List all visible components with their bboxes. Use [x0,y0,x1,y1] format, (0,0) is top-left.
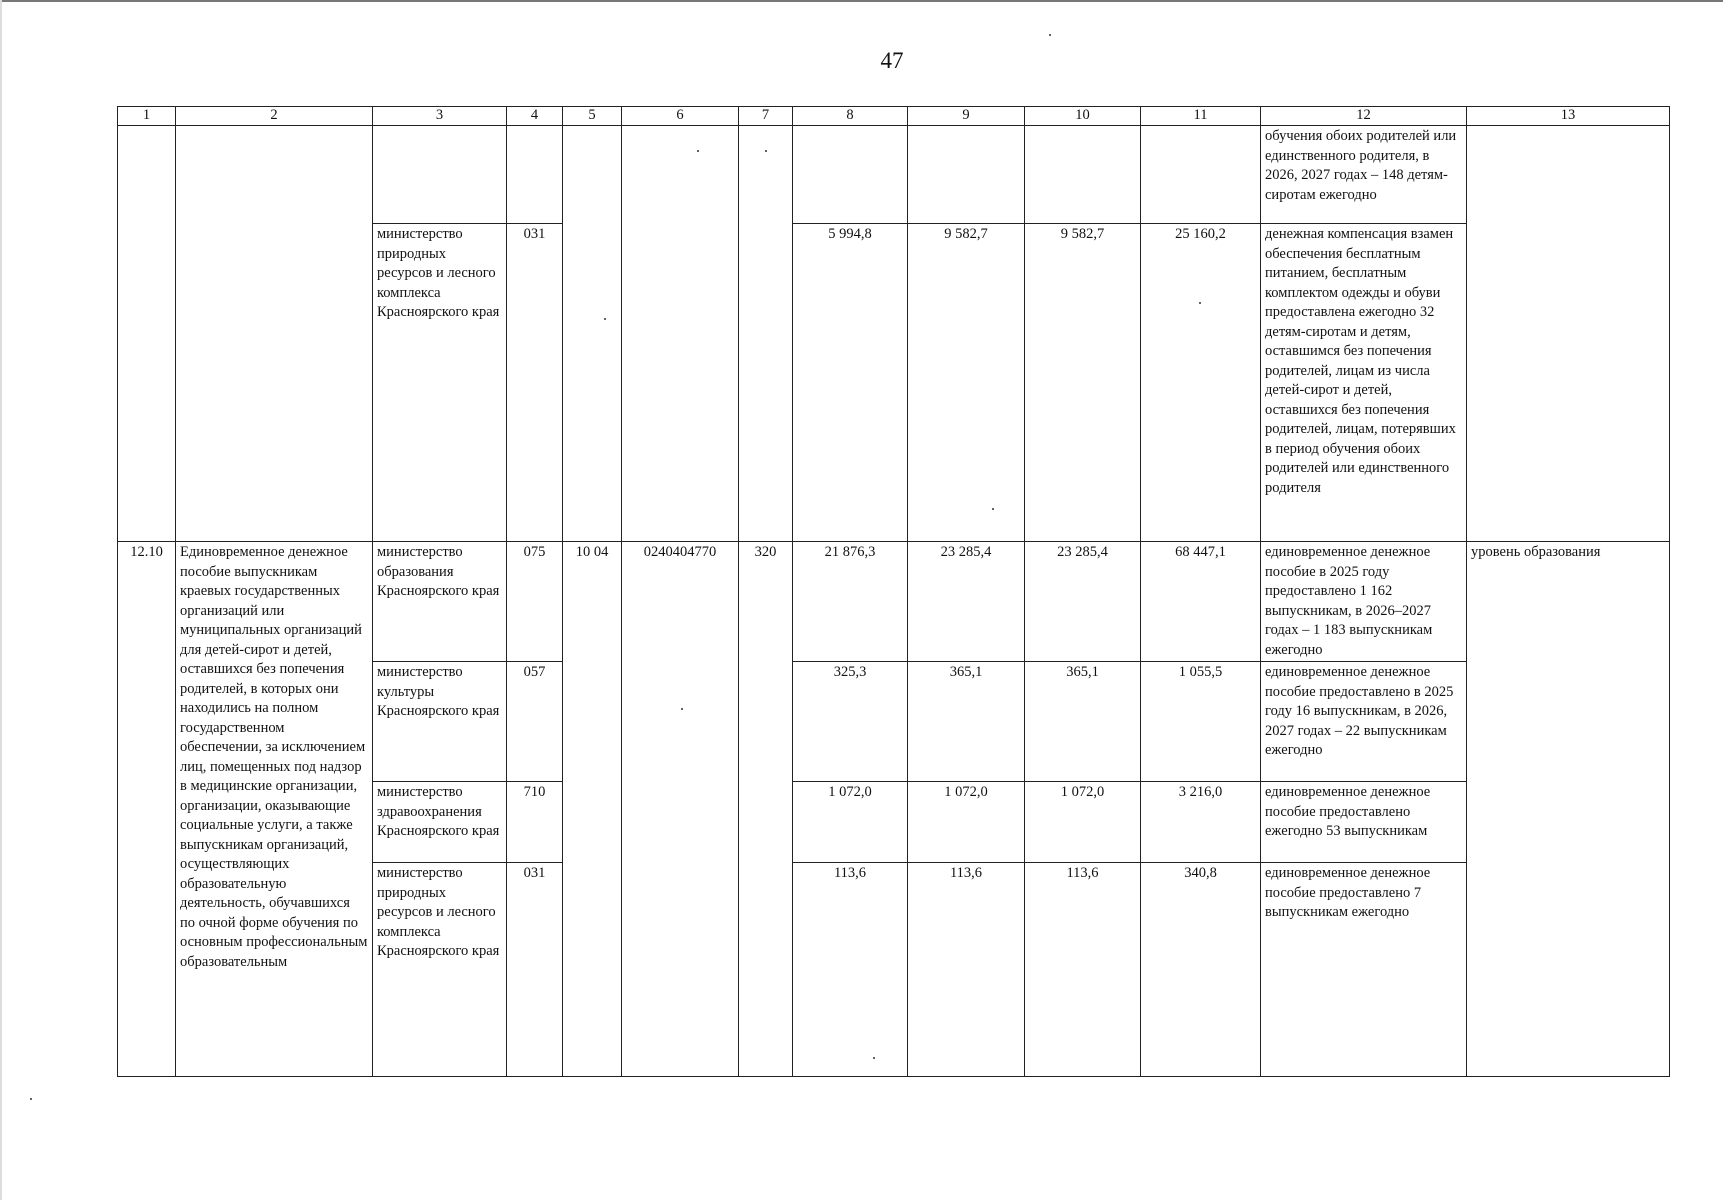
code-cell: 031 [507,224,563,542]
amount-2027-cell: 1 072,0 [1025,782,1141,863]
table-cell [507,126,563,224]
ministry-cell: министерство природных ресурсов и лесного комплекса Красноярского края [373,224,507,542]
column-header: 6 [622,107,739,126]
table-cell [622,126,739,542]
indicator-cell: уровень образования [1467,542,1670,1077]
column-header: 7 [739,107,793,126]
column-header: 1 [118,107,176,126]
result-cell: обучения обоих родителей или единственного родителя, в 2026, 2027 годах – 148 детям-сиротам ежегодно [1261,126,1467,224]
scan-speck [1049,34,1051,36]
amount-2026-cell: 9 582,7 [908,224,1025,542]
table-cell [1467,126,1670,542]
code-cell: 075 [507,542,563,662]
column-header: 3 [373,107,507,126]
ministry-cell: министерство культуры Красноярского края [373,662,507,782]
code-cell: 057 [507,662,563,782]
column-header: 4 [507,107,563,126]
table-cell [1141,126,1261,224]
target-code-cell: 0240404770 [622,542,739,1077]
table-cell [563,126,622,542]
table-cell [793,126,908,224]
ministry-cell: министерство природных ресурсов и лесного комплекса Красноярского края [373,863,507,1077]
table-cell [373,126,507,224]
amount-2025-cell: 5 994,8 [793,224,908,542]
code-cell: 710 [507,782,563,863]
amount-2026-cell: 23 285,4 [908,542,1025,662]
ministry-cell: министерство образования Красноярского края [373,542,507,662]
column-header: 12 [1261,107,1467,126]
amount-2026-cell: 1 072,0 [908,782,1025,863]
expense-type-cell: 320 [739,542,793,1077]
ministry-cell: министерство здравоохранения Красноярского края [373,782,507,863]
amount-total-cell: 3 216,0 [1141,782,1261,863]
result-cell: единовременное денежное пособие предоставлено в 2025 году 16 выпускникам, в 2026, 2027 годах – 22 выпускникам ежегодно [1261,662,1467,782]
result-cell: единовременное денежное пособие предоставлено 7 выпускникам ежегодно [1261,863,1467,1077]
top-edge-line [0,0,1723,2]
item-number-cell: 12.10 [118,542,176,1077]
result-cell: единовременное денежное пособие предоставлено ежегодно 53 выпускникам [1261,782,1467,863]
column-header: 13 [1467,107,1670,126]
section-cell: 10 04 [563,542,622,1077]
header-row [118,107,1670,126]
amount-total-cell: 1 055,5 [1141,662,1261,782]
result-cell: денежная компенсация взамен обеспечения бесплатным питанием, бесплатным комплектом одежды и обуви предоставлена ежегодно 32 детям-сиротам и детям, оставшимся без попечения родителей, лицам из числа детей-сирот и детей, оставшихся без попечения родителей, лицам, потерявших в период обучения обоих родителей или единственного родителя [1261,224,1467,542]
amount-2027-cell: 365,1 [1025,662,1141,782]
table-cell [739,126,793,542]
table-cell [118,126,176,542]
result-cell: единовременное денежное пособие в 2025 году предоставлено 1 162 выпускникам, в 2026–2027 годах – 1 183 выпускникам ежегодно [1261,542,1467,662]
column-header: 11 [1141,107,1261,126]
code-cell: 031 [507,863,563,1077]
amount-2027-cell: 23 285,4 [1025,542,1141,662]
table-cell [908,126,1025,224]
amount-total-cell: 68 447,1 [1141,542,1261,662]
column-header: 10 [1025,107,1141,126]
table-cell [176,126,373,542]
amount-2025-cell: 325,3 [793,662,908,782]
column-header: 9 [908,107,1025,126]
amount-2026-cell: 113,6 [908,863,1025,1077]
amount-total-cell: 340,8 [1141,863,1261,1077]
amount-total-cell: 25 160,2 [1141,224,1261,542]
column-header: 5 [563,107,622,126]
column-header: 8 [793,107,908,126]
amount-2026-cell: 365,1 [908,662,1025,782]
budget-table [117,106,1670,1077]
page-number: 47 [880,48,904,73]
amount-2025-cell: 21 876,3 [793,542,908,662]
amount-2025-cell: 113,6 [793,863,908,1077]
table-row [118,126,1670,224]
item-name-cell: Единовременное денежное пособие выпускникам краевых государственных организаций или муниципальных организаций для детей-сирот и детей, оставшихся без попечения родителей, в которых они находились на полном государственном обеспечении, за исключением лиц, помещенных под надзор в медицинские организации, организации, оказывающие социальные услуги, а также выпускникам организаций, осуществляющих образовательную деятельность, обучавшихся по очной форме обучения по основным профессиональным образовательным [176,542,373,1077]
scan-speck [30,1098,32,1100]
column-header: 2 [176,107,373,126]
table-row [118,542,1670,662]
table-cell [1025,126,1141,224]
amount-2027-cell: 9 582,7 [1025,224,1141,542]
left-edge-shadow [0,0,2,1200]
amount-2027-cell: 113,6 [1025,863,1141,1077]
amount-2025-cell: 1 072,0 [793,782,908,863]
